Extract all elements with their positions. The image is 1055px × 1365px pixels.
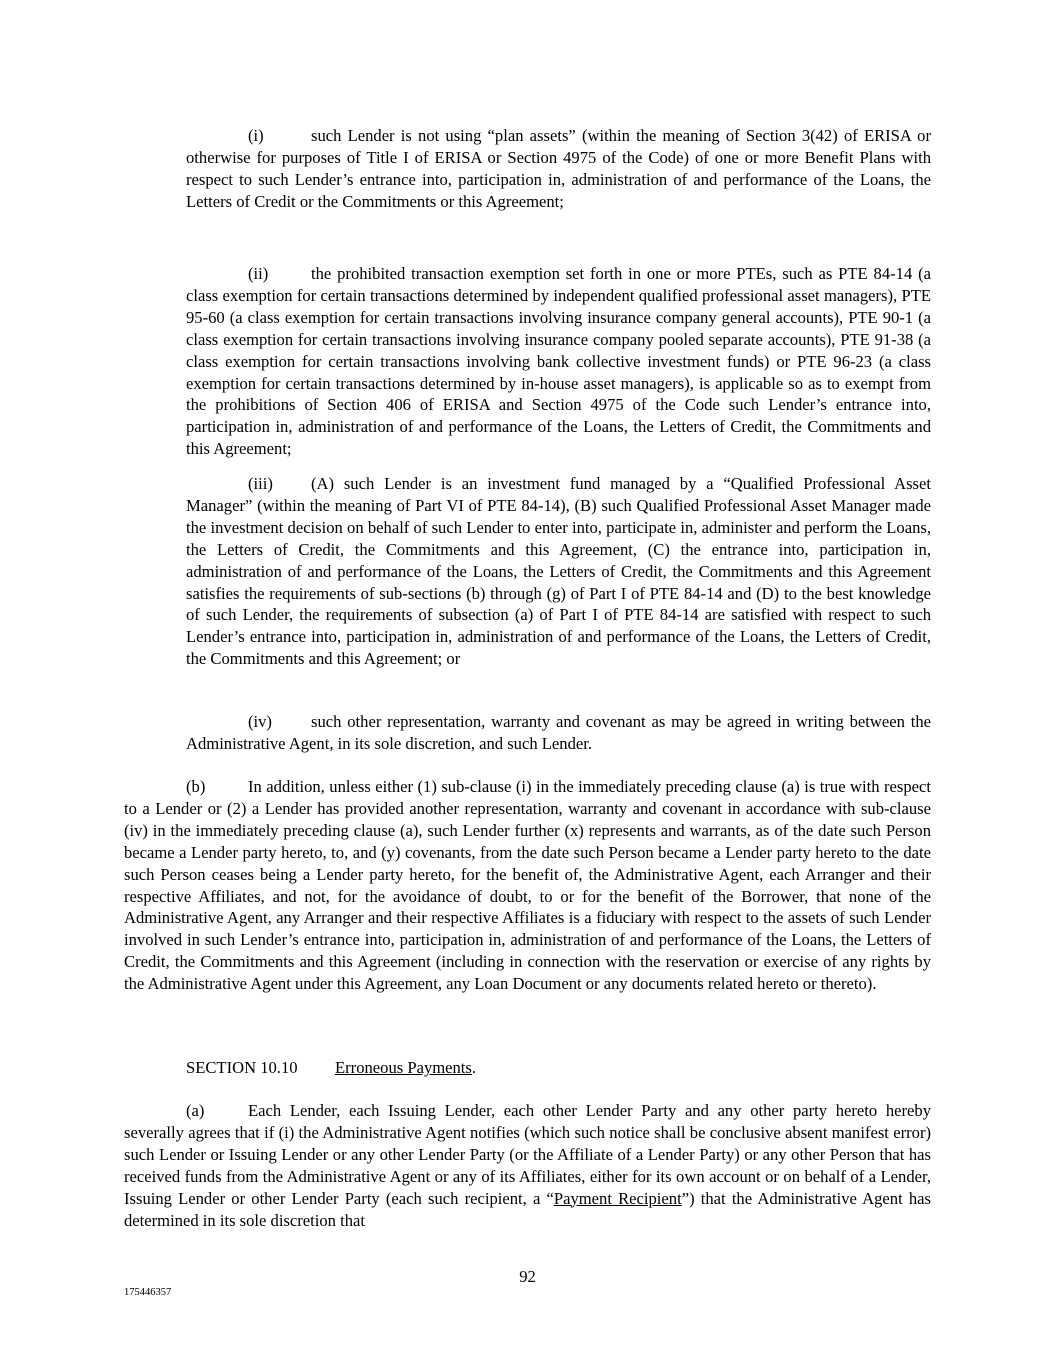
- clause-text: such other representation, warranty and covenant as may be agreed in writing between the Administrative Agent, in its sole discretion, and such Lender.: [186, 712, 931, 753]
- paragraph-clause-i: [186, 125, 931, 213]
- paragraph-clause-ii: [186, 263, 931, 460]
- clause-label: (iv): [248, 712, 272, 731]
- clause-label: (b): [186, 777, 206, 796]
- paragraph-clause-iii: [186, 473, 931, 670]
- paragraph-clause-iv: [186, 711, 931, 755]
- section-title-suffix: .: [471, 1058, 477, 1077]
- section-heading: [186, 1057, 476, 1079]
- clause-label: (i): [248, 126, 264, 145]
- clause-text-before: Each Lender, each Issuing Lender, each other Lender Party and any other party hereto hereby severally agrees that if (i) the Administrative Agent notifies (which such notice shall be conclusive absent manifest error) such Lender or Issuing Lender or any other Lender Party (or the Affiliate of a Lender Party) or any other Person that has received funds from the Administrative Agent or any of its Affiliates, either for its own account or on behalf of a Lender, Issuing Lender or other Lender Party (each such recipient, a “: [124, 1101, 931, 1208]
- clause-text-after: ”) that the Administrative Agent has determined in its sole discretion that: [124, 1188, 931, 1230]
- clause-label: (a): [186, 1101, 205, 1120]
- clause-text: such Lender is not using “plan assets” (within the meaning of Section 3(42) of ERISA or otherwise for purposes of Title I of ERISA or Section 4975 of the Code) of one or more Benefit Plans with respect to such Lender’s entrance into, participation in, administration of and performance of the Loans, the Letters of Credit or the Commitments or this Agreement;: [186, 126, 931, 211]
- document-id: 175446357: [124, 1287, 172, 1298]
- clause-text: (A) such Lender is an investment fund managed by a “Qualified Professional Asset Manager” (within the meaning of Part VI of PTE 84-14), (B) such Qualified Professional Asset Manager made the investment decision on behalf of such Lender to enter into, participate in, administer and perform the Loans, the Letters of Credit, the Commitments and this Agreement, (C) the entrance into, participation in, administration of and performance of the Loans, the Letters of Credit, the Commitments and this Agreement satisfies the requirements of sub-sections (b) through (g) of Part I of PTE 84-14 and (D) to the best knowledge of such Lender, the requirements of subsection (a) of Part I of PTE 84-14 are satisfied with respect to such Lender’s entrance into, participation in, administration of and performance of the Loans, the Letters of Credit, the Commitments and this Agreement; or: [186, 474, 931, 669]
- paragraph-clause-b: [124, 776, 931, 995]
- section-title: Erroneous Payments: [335, 1058, 472, 1077]
- clause-text: the prohibited transaction exemption set forth in one or more PTEs, such as PTE 84-14 (a class exemption for certain transactions determined by independent qualified professional asset managers), PTE 95-60 (a class exemption for certain transactions involving insurance company general accounts), PTE 90-1 (a class exemption for certain transactions involving insurance company pooled separate accounts), PTE 91-38 (a class exemption for certain transactions involving bank collective investment funds) or PTE 96-23 (a class exemption for certain transactions determined by in-house asset managers), is applicable so as to exempt from the prohibitions of Section 406 of ERISA and Section 4975 of the Code such Lender’s entrance into, participation in, administration of and performance of the Loans, the Letters of Credit, the Commitments and this Agreement;: [186, 264, 931, 459]
- page-number: 92: [519, 1267, 536, 1286]
- clause-text: In addition, unless either (1) sub-clause (i) in the immediately preceding clause (a) is true with respect to a Lender or (2) a Lender has provided another representation, warranty and covenant in accordance with sub-clause (iv) in the immediately preceding clause (a), such Lender further (x) represents and warrants, as of the date such Person became a Lender party hereto, to, and (y) covenants, from the date such Person became a Lender party hereto to the date such Person ceases being a Lender party hereto, for the benefit of, the Administrative Agent, each Arranger and their respective Affiliates, and not, for the avoidance of doubt, to or for the benefit of the Borrower, that none of the Administrative Agent, any Arranger and their respective Affiliates is a fiduciary with respect to the assets of such Lender involved in such Lender’s entrance into, participation in, administration of and performance of the Loans, the Letters of Credit, the Commitments and this Agreement (including in connection with the reservation or exercise of any rights by the Administrative Agent under this Agreement, any Loan Document or any documents related hereto or thereto).: [124, 777, 931, 994]
- defined-term: Payment Recipient: [553, 1188, 682, 1208]
- section-number: SECTION 10.10: [186, 1058, 298, 1077]
- clause-label: (iii): [248, 474, 273, 493]
- paragraph-clause-a: [124, 1100, 931, 1231]
- clause-label: (ii): [248, 264, 269, 283]
